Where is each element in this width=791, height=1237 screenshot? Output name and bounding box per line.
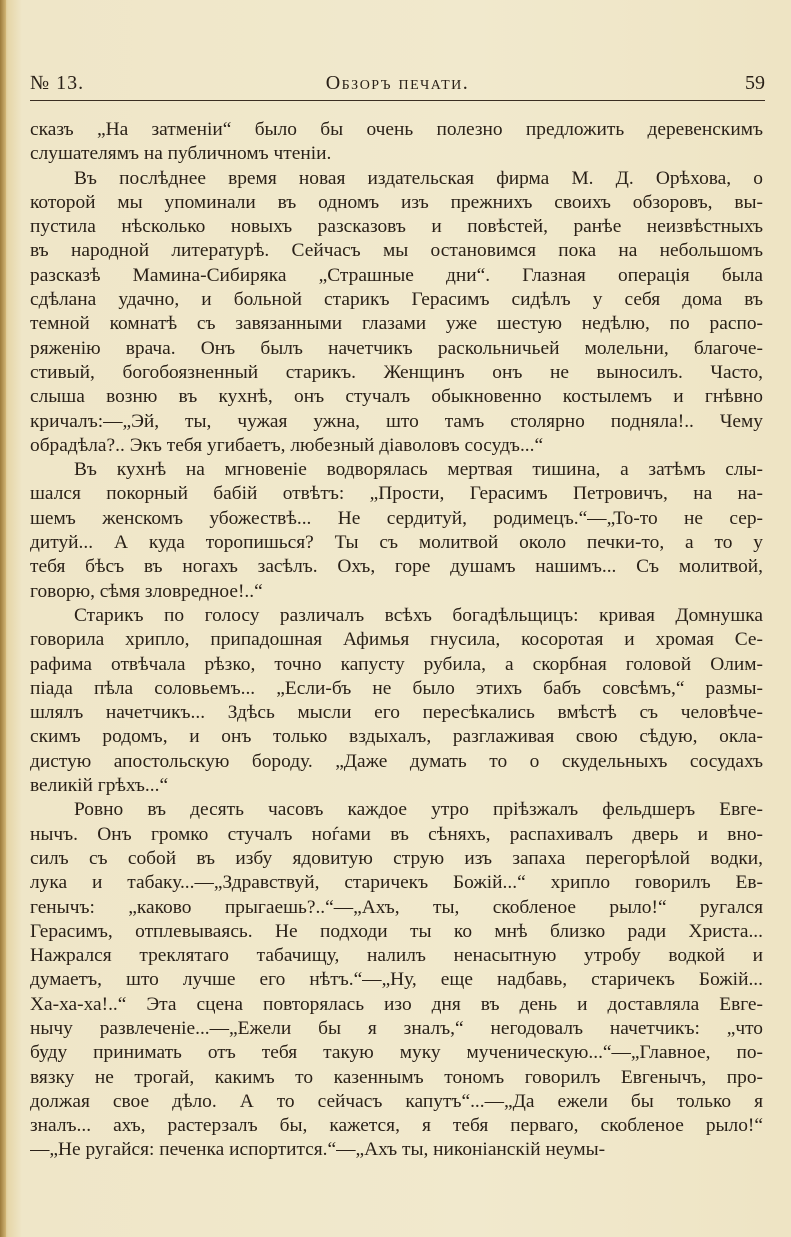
text-line: стивый, богобоязненный старикъ. Женщинъ онъ не выносилъ. Часто, — [30, 361, 763, 383]
text-line: шемъ женскомъ убожествѣ... Не сердитуй, родимецъ.“—„То-то не сер- — [30, 507, 763, 529]
paragraph — [30, 458, 763, 604]
text-line: дистую апостольскую бороду. „Даже думать то о скудельныхъ сосудахъ — [30, 750, 763, 772]
text-line: зналъ... ахъ, растерзалъ бы, кажется, я тебя перваго, скобленое рыло!“ — [30, 1115, 763, 1137]
text-line: нычъ. Онъ громко стучалъ ноѓами въ сѣняхъ, распахивалъ дверь и вно- — [30, 823, 763, 845]
text-line: силъ съ собой въ избу ядовитую струю изъ запаха перегорѣлой водки, — [30, 847, 763, 869]
section-title: Обзоръ печати. — [325, 72, 470, 94]
text-line: темной комнатѣ съ завязанными глазами уже шестую недѣлю, по распо- — [30, 313, 763, 335]
text-line: должая свое дѣло. А то сейчасъ капутъ“...—„Да ежели бы только я — [30, 1090, 763, 1112]
paragraph — [30, 118, 763, 167]
text-line: Старикъ по голосу различалъ всѣхъ богадѣльщицъ: кривая Домнушка — [74, 604, 763, 626]
paragraph — [30, 604, 763, 798]
text-line: —„Не ругайся: печенка испортится.“—„Ахъ ты, никоніанскій неумы- — [30, 1139, 606, 1161]
header-rule — [30, 100, 765, 101]
text-line: великій грѣхъ...“ — [30, 775, 169, 797]
text-line: въ народной литературѣ. Сейчасъ мы остановимся пока на небольшомъ — [30, 240, 763, 262]
text-line: шался покорный бабій отвѣтъ: „Прости, Герасимъ Петровичъ, на на- — [30, 483, 763, 505]
text-line: дитуй... А куда торопишься? Ты съ молитвой около печки-то, а то у — [30, 532, 763, 554]
text-line: говорю, сѣмя зловредное!..“ — [30, 580, 263, 602]
text-line: ряженію врача. Онъ былъ начетчикъ раскольничьей молельни, благоче- — [30, 337, 763, 359]
text-line: Ха-ха-ха!..“ Эта сцена повторялась изо дня въ день и доставляла Евге- — [30, 993, 763, 1015]
page-number: 59 — [745, 72, 765, 94]
text-line: слыша возню въ кухнѣ, онъ стучалъ обыкновенно костылемъ и гнѣвно — [30, 386, 763, 408]
text-line: сдѣлана удачно, и больной старикъ Герасимъ сидѣлъ у себя дома въ — [30, 289, 763, 311]
text-line: обрадѣла?.. Экъ тебя угибаетъ, любезный діаволовъ сосудъ...“ — [30, 434, 544, 456]
text-line: буду принимать отъ тебя такую муку мученическую...“—„Главное, по- — [30, 1042, 763, 1064]
article-body — [30, 118, 763, 1163]
text-line: которой мы упоминали въ одномъ изъ прежнихъ своихъ обзоровъ, вы- — [30, 191, 763, 213]
text-line: лука и табаку...—„Здравствуй, старичекъ Божій...“ хрипло говорилъ Ев- — [30, 872, 763, 894]
text-line: тебя бѣсъ въ ногахъ засѣлъ. Охъ, горе душамъ нашимъ... Съ молитвой, — [30, 556, 763, 578]
text-line: разсказѣ Мамина-Сибиряка „Страшные дни“. Глазная операція была — [30, 264, 763, 286]
text-line: Ровно въ десять часовъ каждое утро пріѣзжалъ фельдшеръ Евге- — [74, 799, 763, 821]
text-line: рафима отвѣчала рѣзко, точно капусту рубила, а скорбная головой Олим- — [30, 653, 763, 675]
text-line: Въ послѣднее время новая издательская фирма М. Д. Орѣхова, о — [74, 167, 763, 189]
text-line: генычъ: „каково прыгаешь?..“—„Ахъ, ты, скобленое рыло!“ ругался — [30, 896, 763, 918]
text-line: Въ кухнѣ на мгновеніе водворялась мертвая тишина, а затѣмъ слы- — [74, 459, 763, 481]
issue-number: № 13. — [30, 72, 85, 94]
text-line: слушателямъ на публичномъ чтеніи. — [30, 143, 332, 165]
paragraph — [30, 798, 763, 1162]
page-spine-edge — [0, 0, 6, 1237]
text-line: думаетъ, што лучше его нѣтъ.“—„Ну, еще надбавь, старичекъ Божій... — [30, 969, 763, 991]
text-line: скимъ родомъ, и онъ только вздыхалъ, разглаживая свою сѣдую, окла- — [30, 726, 763, 748]
text-line: шлялъ начетчикъ... Здѣсь мысли его пересѣкались вмѣстѣ съ человѣче- — [30, 702, 763, 724]
text-line: сказъ „На затменіи“ было бы очень полезно предложить деревенскимъ — [30, 119, 763, 140]
text-line: піада пѣла соловьемъ... „Если-бъ не было этихъ бабъ совсѣмъ,“ размы- — [30, 677, 763, 699]
paragraph — [30, 167, 763, 459]
text-line: говорила хрипло, припадошная Афимья гнусила, косоротая и хромая Се- — [30, 629, 763, 651]
text-line: нычу развлеченіе...—„Ежели бы я зналъ,“ негодовалъ начетчикъ: „что — [30, 1017, 763, 1039]
running-header — [30, 66, 765, 100]
text-line: Нажрался треклятаго табачищу, налилъ ненасытную утробу водкой и — [30, 945, 763, 967]
text-line: вязку не трогай, какимъ то казеннымъ тономъ говорилъ Евгенычъ, про- — [30, 1066, 763, 1088]
text-line: Герасимъ, отплевываясь. Не подходи ты ко мнѣ близко ради Христа... — [30, 920, 763, 942]
text-line: пустила нѣсколько новыхъ разсказовъ и повѣстей, ранѣе неизвѣстныхъ — [30, 216, 763, 238]
text-line: кричалъ:—„Эй, ты, чужая ужна, што тамъ столярно подняла!.. Чему — [30, 410, 763, 432]
